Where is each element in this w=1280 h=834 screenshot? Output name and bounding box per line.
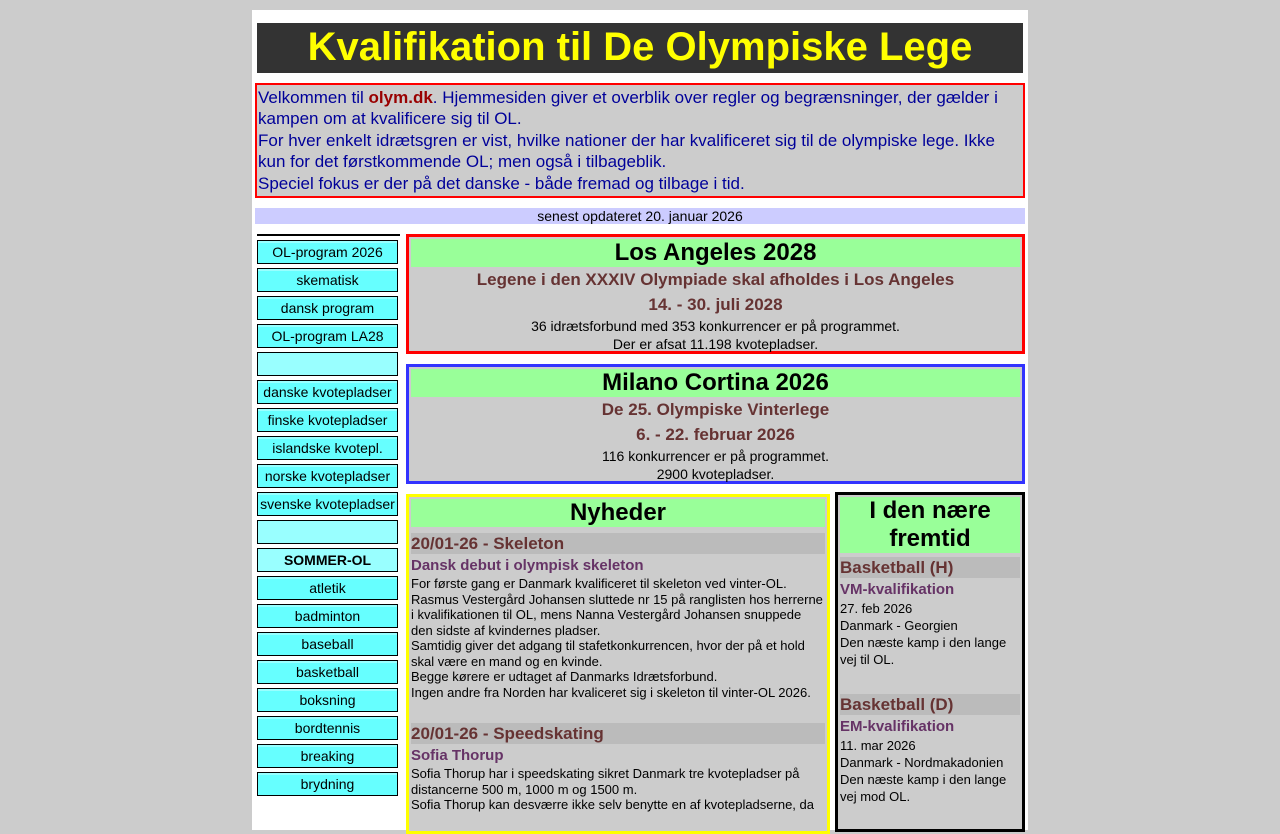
sidebar-nav: [257, 234, 400, 796]
news-panel: [406, 494, 830, 834]
mc2026-info-1: 116 konkurrencer er på programmet.: [602, 448, 829, 464]
news-body: [411, 766, 825, 813]
news-line: Rasmus Vestergård Johansen sluttede nr 15 på ranglisten hos herrerne i kvalifikationen til OL, mens Nanna Vestergård Johansen snuppede den sidste af kvindernes pladser.: [411, 591, 823, 638]
mc2026-info-2: 2900 kvotepladser.: [656, 466, 775, 482]
la2028-subtitle: Legene i den XXXIV Olympiade skal afholdes i Los Angeles: [476, 270, 955, 289]
upcoming-match: Danmark - Nordmakadonien: [840, 755, 1004, 770]
nav-item-brydning[interactable]: brydning: [257, 772, 398, 796]
news-date: 20/01-26 - Skeleton: [411, 533, 825, 554]
news-line: For første gang er Danmark kvalificeret til skeleton ved vinter-OL.: [411, 576, 787, 591]
upcoming-match: Danmark - Georgien: [840, 618, 958, 633]
la2028-info-2: Der er afsat 11.198 kvotepladser.: [612, 336, 819, 352]
news-line: Ingen andre fra Norden har kvaliceret sig i skeleton til vinter-OL 2026.: [411, 684, 811, 700]
nav-item-baseball[interactable]: baseball: [257, 632, 398, 656]
news-heading: Nyheder: [411, 499, 825, 527]
news-line: Samtidig giver det adgang til stafetkonkurrencen, hvor der på et hold skal være en mand og en kvinde.: [411, 638, 805, 669]
mc2026-box: [406, 364, 1025, 484]
upcoming-heading: I den nære fremtid: [840, 497, 1020, 553]
page-container: [252, 10, 1028, 830]
la2028-box: [406, 234, 1025, 354]
la2028-title[interactable]: Los Angeles 2028: [411, 239, 1020, 267]
mc2026-subtitle: De 25. Olympiske Vinterlege: [601, 400, 830, 419]
news-date: 20/01-26 - Speedskating: [411, 723, 825, 744]
nav-item-bordtennis[interactable]: bordtennis: [257, 716, 398, 740]
news-line: Sofia Thorup har i speedskating sikret Danmark tre kvotepladser på distancerne 500 m, 1000 m og 1500 m.: [411, 766, 800, 797]
site-title: Kvalifikation til De Olympiske Lege: [257, 23, 1023, 73]
intro-welcome: [258, 87, 1023, 129]
upcoming-note: Den næste kamp i den lange vej til OL.: [840, 635, 1007, 667]
news-list: [409, 533, 827, 813]
news-headline[interactable]: Dansk debut i olympisk skeleton: [411, 557, 644, 574]
nav-item-dansk-program[interactable]: dansk program: [257, 296, 398, 320]
upcoming-sport: Basketball (H): [840, 557, 1020, 578]
la2028-dates: 14. - 30. juli 2028: [648, 295, 783, 314]
news-body: [411, 576, 825, 700]
nav-item-breaking[interactable]: breaking: [257, 744, 398, 768]
nav-item-boksning[interactable]: boksning: [257, 688, 398, 712]
upcoming-list: [838, 557, 1022, 805]
nav-item-ol-program-la28[interactable]: OL-program LA28: [257, 324, 398, 348]
upcoming-event[interactable]: EM-kvalifikation: [840, 718, 955, 735]
mc2026-title[interactable]: Milano Cortina 2026: [411, 369, 1020, 397]
nav-item-blank-10: [257, 520, 398, 544]
last-updated: senest opdateret 20. januar 2026: [255, 208, 1025, 224]
intro-box: [255, 83, 1025, 198]
upcoming-panel: [835, 492, 1025, 832]
nav-item-atletik[interactable]: atletik: [257, 576, 398, 600]
nav-item-basketball[interactable]: basketball: [257, 660, 398, 684]
welcome-prefix: Velkommen til: [258, 88, 369, 107]
nav-item-finske-kvotepladser[interactable]: finske kvotepladser: [257, 408, 398, 432]
news-line: Sofia Thorup kan desværre ikke selv benytte en af kvotepladserne, da: [411, 797, 814, 812]
brand-link[interactable]: olym.dk: [368, 88, 433, 107]
nav-item-ol-program-2026[interactable]: OL-program 2026: [257, 240, 398, 264]
upcoming-sport: Basketball (D): [840, 694, 1020, 715]
nav-item-norske-kvotepladser[interactable]: norske kvotepladser: [257, 464, 398, 488]
upcoming-note: Den næste kamp i den lange vej mod OL.: [840, 772, 1007, 804]
nav-item-danske-kvotepladser[interactable]: danske kvotepladser: [257, 380, 398, 404]
mc2026-dates: 6. - 22. februar 2026: [636, 425, 795, 444]
upcoming-event[interactable]: VM-kvalifikation: [840, 581, 955, 598]
la2028-info-1: 36 idrætsforbund med 353 konkurrencer er på programmet.: [531, 318, 900, 334]
nav-item-badminton[interactable]: badminton: [257, 604, 398, 628]
nav-item-islandske-kvotepl-[interactable]: islandske kvotepl.: [257, 436, 398, 460]
nav-item-svenske-kvotepladser[interactable]: svenske kvotepladser: [257, 492, 398, 516]
nav-item-blank-4: [257, 352, 398, 376]
intro-para-3: Speciel fokus er der på det danske - både fremad og tilbage i tid.: [258, 174, 745, 193]
upcoming-date: 27. feb 2026: [840, 601, 913, 616]
news-spacer: [409, 700, 827, 717]
upcoming-spacer: [838, 668, 1022, 690]
nav-item-skematisk[interactable]: skematisk: [257, 268, 398, 292]
upcoming-date: 11. mar 2026: [840, 738, 916, 753]
intro-para-2: For hver enkelt idrætsgren er vist, hvilke nationer der har kvalificeret sig til de olympiske lege. Ikke kun for det førstkommende OL; men også i tilbageblik.: [258, 131, 995, 171]
welcome-suffix: . Hjemmesiden giver et overblik over regler og begrænsninger, der gælder i kampen om at kvalificere sig til OL.: [258, 88, 998, 128]
nav-section-sommer-ol: SOMMER-OL: [257, 548, 398, 572]
news-line: Begge kørere er udtaget af Danmarks Idrætsforbund.: [411, 669, 718, 684]
news-headline[interactable]: Sofia Thorup: [411, 747, 504, 764]
